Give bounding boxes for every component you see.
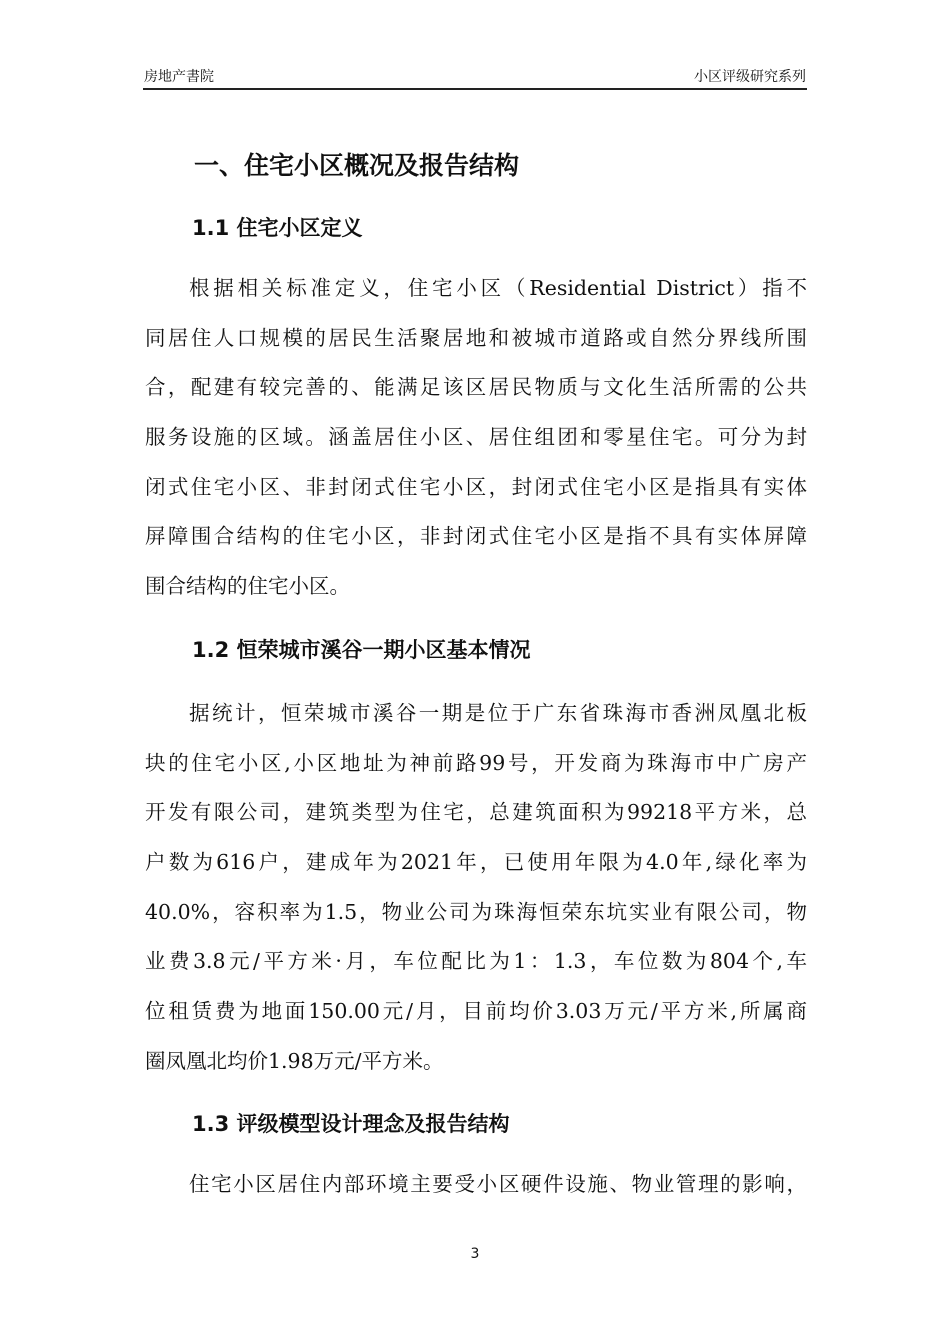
header-right: 小区评级研究系列 (694, 69, 806, 85)
text-line: 围合结构的住宅小区。 (145, 574, 350, 599)
section-title: 一、住宅小区概况及报告结构 (194, 151, 520, 180)
text-line: 户数为616户，建成年为2021年，已使用年限为4.0年,绿化率为 (145, 850, 807, 875)
page-number: 3 (470, 1246, 480, 1262)
header-left: 房地产書院 (144, 69, 214, 85)
text-line: 根据相关标准定义，住宅小区（Residential District）指不 (189, 276, 807, 300)
paragraph-1-2 (145, 689, 807, 1087)
heading-1-1: 1.1 住宅小区定义 (192, 216, 363, 240)
text-line: 闭式住宅小区、非封闭式住宅小区，封闭式住宅小区是指具有实体 (145, 474, 807, 499)
text-line: 40.0%，容积率为1.5，物业公司为珠海恒荣东坑实业有限公司，物 (145, 899, 807, 924)
text-line: 同居住人口规模的居民生活聚居地和被城市道路或自然分界线所围 (145, 325, 807, 350)
text-line: 块的住宅小区,小区地址为神前路99号，开发商为珠海市中广房产 (145, 750, 807, 775)
text-line: 屏障围合结构的住宅小区，非封闭式住宅小区是指不具有实体屏障 (145, 524, 807, 549)
text-line: 圈凤凰北均价1.98万元/平方米。 (145, 1048, 444, 1073)
text-line: 服务设施的区域。涵盖居住小区、居住组团和零星住宅。可分为封 (145, 425, 807, 450)
text-line: 住宅小区居住内部环境主要受小区硬件设施、物业管理的影响， (189, 1172, 807, 1196)
text-line: 位租赁费为地面150.00元/月，目前均价3.03万元/平方米,所属商 (145, 999, 807, 1024)
header-rule (143, 88, 807, 90)
text-line: 合，配建有较完善的、能满足该区居民物质与文化生活所需的公共 (145, 375, 807, 400)
paragraph-1-1 (145, 264, 807, 612)
paragraph-1-3 (145, 1160, 807, 1210)
text-line: 业费3.8元/平方米·月，车位配比为1：1.3，车位数为804个,车 (145, 949, 807, 974)
text-line: 开发有限公司，建筑类型为住宅，总建筑面积为99218平方米，总 (145, 800, 807, 825)
heading-1-3: 1.3 评级模型设计理念及报告结构 (192, 1112, 510, 1136)
text-line: 据统计，恒荣城市溪谷一期是位于广东省珠海市香洲凤凰北板 (189, 701, 807, 725)
heading-1-2: 1.2 恒荣城市溪谷一期小区基本情况 (192, 638, 531, 662)
